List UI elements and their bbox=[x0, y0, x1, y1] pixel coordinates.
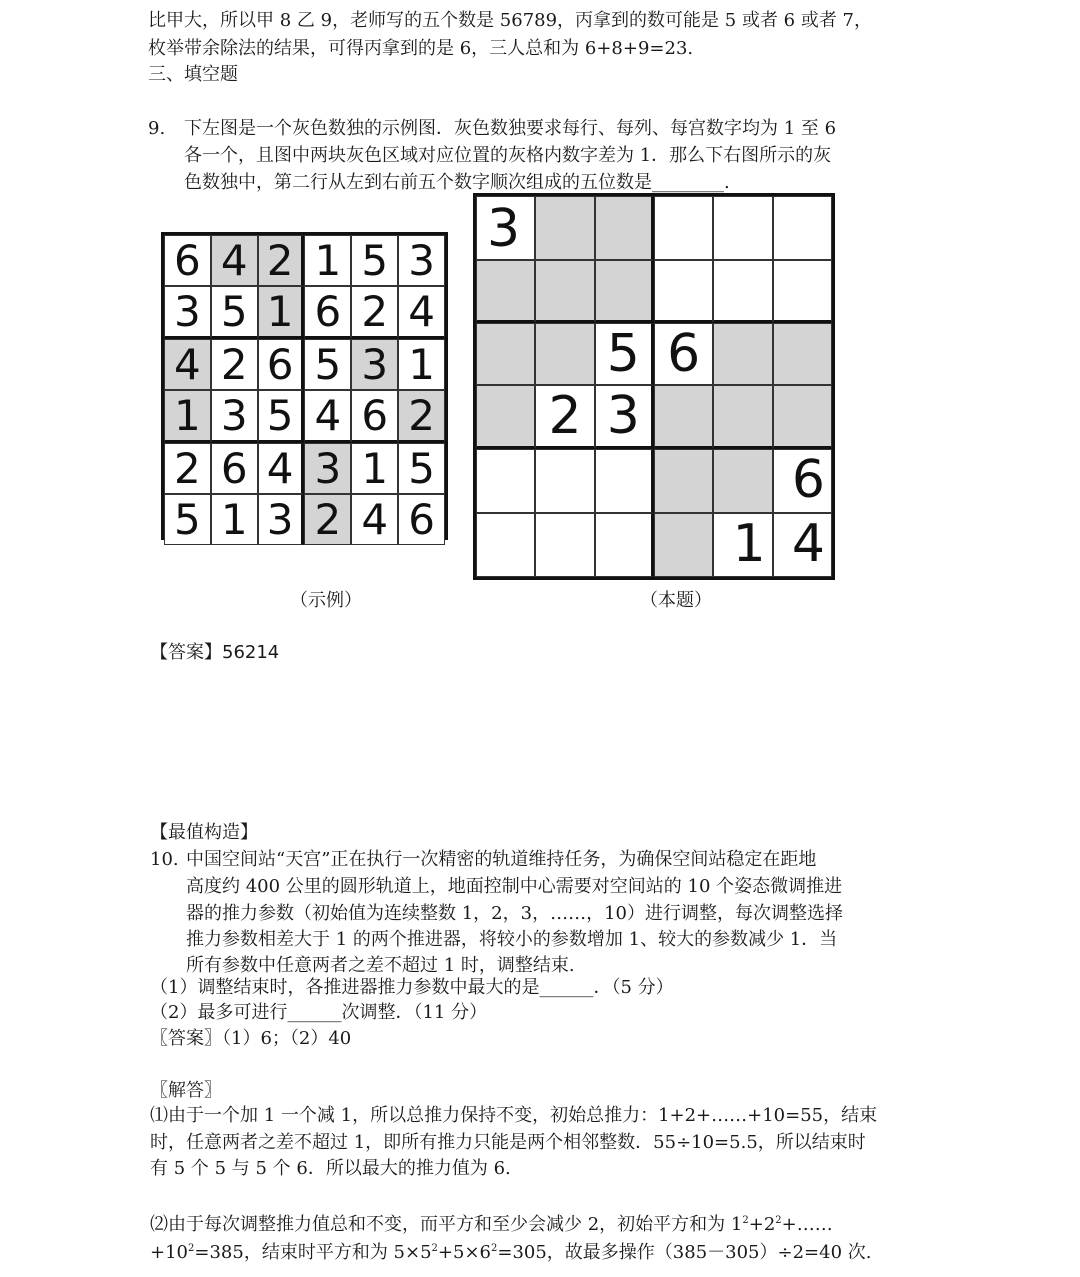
grid-cell bbox=[654, 513, 713, 577]
grid-cell: 6 bbox=[164, 235, 211, 286]
grid-cell bbox=[476, 385, 535, 449]
grid-cell bbox=[535, 196, 594, 260]
grid-cell bbox=[654, 449, 713, 513]
grid-cell: 4 bbox=[258, 443, 305, 494]
grid-cell: 3 bbox=[164, 286, 211, 339]
grid-cell: 3 bbox=[258, 494, 305, 545]
grid-cell bbox=[773, 385, 832, 449]
grid-cell bbox=[713, 260, 772, 323]
grid-cell bbox=[476, 323, 535, 386]
grid-cell: 5 bbox=[211, 286, 258, 339]
grid-cell: 5 bbox=[351, 235, 398, 286]
grid-cell: 3 bbox=[595, 385, 654, 449]
question-10-sub-2: （2）最多可进行______次调整．（11 分） bbox=[150, 1002, 488, 1023]
grid-cell: 2 bbox=[535, 385, 594, 449]
question-10-line-5: 所有参数中任意两者之差不超过 1 时，调整结束. bbox=[186, 955, 575, 976]
question-10-line-1: 中国空间站“天宫”正在执行一次精密的轨道维持任务，为确保空间站稳定在距地 bbox=[186, 849, 817, 870]
question-9-answer: 【答案】56214 bbox=[150, 642, 280, 663]
grid-cell: 6 bbox=[258, 339, 305, 390]
grid-cell: 6 bbox=[654, 323, 713, 386]
grid-cell bbox=[535, 260, 594, 323]
grid-cell: 2 bbox=[164, 443, 211, 494]
grid-cell: 4 bbox=[304, 390, 351, 443]
grid-cell: 5 bbox=[398, 443, 445, 494]
question-9-line-1: 下左图是一个灰色数独的示例图．灰色数独要求每行、每列、每宫数字均为 1 至 6 bbox=[184, 118, 837, 139]
grid-cell bbox=[713, 385, 772, 449]
grid-cell bbox=[595, 513, 654, 577]
question-10-line-4: 推力参数相差大于 1 的两个推进器，将较小的参数增加 1、较大的参数减少 1．当 bbox=[186, 929, 838, 950]
grid-cell bbox=[654, 260, 713, 323]
grid-cell: 3 bbox=[476, 196, 535, 260]
grid-cell: 3 bbox=[398, 235, 445, 286]
grid-cell: 2 bbox=[258, 235, 305, 286]
grid-cell: 6 bbox=[398, 494, 445, 545]
grid-cell: 1 bbox=[258, 286, 305, 339]
grid-cell: 2 bbox=[211, 339, 258, 390]
example-caption: （示例） bbox=[290, 590, 362, 611]
grid-cell: 3 bbox=[211, 390, 258, 443]
question-10-number: 10. bbox=[150, 849, 179, 870]
example-sudoku-grid bbox=[161, 232, 448, 544]
grid-cell: 5 bbox=[304, 339, 351, 390]
grid-cell: 2 bbox=[398, 390, 445, 443]
grid-cell bbox=[595, 196, 654, 260]
grid-cell: 4 bbox=[164, 339, 211, 390]
grid-cell: 4 bbox=[211, 235, 258, 286]
grid-cell bbox=[476, 449, 535, 513]
grid-cell: 6 bbox=[773, 449, 832, 513]
solution-1-line-2: 时，任意两者之差不超过 1，即所有推力只能是两个相邻整数．55÷10=5.5，所以结束时 bbox=[150, 1132, 866, 1153]
grid-cell bbox=[773, 323, 832, 386]
grid-cell: 2 bbox=[304, 494, 351, 545]
solution-2-line-1: ⑵由于每次调整推力值总和不变，而平方和至少会减少 2，初始平方和为 $1^2+2^2+\dots\dots$ bbox=[150, 1214, 833, 1235]
solution-1-line-3: 有 5 个 5 与 5 个 6．所以最大的推力值为 6. bbox=[150, 1158, 511, 1179]
question-9-number: 9. bbox=[148, 118, 166, 139]
grid-cell: 3 bbox=[351, 339, 398, 390]
grid-cell: 1 bbox=[304, 235, 351, 286]
grid-cell: 5 bbox=[258, 390, 305, 443]
grid-cell bbox=[713, 196, 772, 260]
grid-cell: 5 bbox=[595, 323, 654, 386]
grid-cell: 6 bbox=[304, 286, 351, 339]
grid-cell bbox=[595, 449, 654, 513]
grid-cell bbox=[535, 513, 594, 577]
grid-cell bbox=[654, 196, 713, 260]
grid-cell bbox=[476, 513, 535, 577]
grid-cell bbox=[535, 449, 594, 513]
grid-cell: 1 bbox=[713, 513, 772, 577]
grid-cell: 4 bbox=[398, 286, 445, 339]
solution-2-line-2: $+10^2=385$，结束时平方和为 $5\times 5^2+5\times 6^2=305$，故最多操作（385－305）÷2=40 次. bbox=[150, 1242, 872, 1263]
question-10-line-2: 高度约 400 公里的圆形轨道上，地面控制中心需要对空间站的 10 个姿态微调推进 bbox=[186, 876, 843, 897]
grid-cell bbox=[595, 260, 654, 323]
question-9-line-2: 各一个，且图中两块灰色区域对应位置的灰格内数字差为 1．那么下右图所示的灰 bbox=[184, 145, 832, 166]
grid-cell bbox=[713, 323, 772, 386]
question-10-sub-1: （1）调整结束时，各推进器推力参数中最大的是______．（5 分） bbox=[150, 977, 674, 998]
solution-heading: 〖解答〗 bbox=[150, 1080, 222, 1101]
grid-cell: 3 bbox=[304, 443, 351, 494]
solution-1-line-1: ⑴由于一个加 1 一个减 1，所以总推力保持不变，初始总推力：1+2+……+10=55，结束 bbox=[150, 1105, 878, 1126]
grid-cell bbox=[713, 449, 772, 513]
grid-cell: 1 bbox=[164, 390, 211, 443]
grid-cell: 5 bbox=[164, 494, 211, 545]
grid-cell: 1 bbox=[211, 494, 258, 545]
grid-cell: 1 bbox=[351, 443, 398, 494]
grid-cell: 2 bbox=[351, 286, 398, 339]
grid-cell: 6 bbox=[351, 390, 398, 443]
section-heading: 三、填空题 bbox=[148, 64, 238, 85]
question-10-line-3: 器的推力参数（初始值为连续整数 1，2，3，……，10）进行调整，每次调整选择 bbox=[186, 903, 843, 924]
grid-cell bbox=[476, 260, 535, 323]
grid-cell: 6 bbox=[211, 443, 258, 494]
puzzle-sudoku-grid bbox=[473, 193, 835, 580]
grid-cell bbox=[773, 260, 832, 323]
grid-cell: 4 bbox=[351, 494, 398, 545]
question-10-answer: 〖答案〗（1）6；（2）40 bbox=[150, 1028, 352, 1049]
grid-cell: 4 bbox=[773, 513, 832, 577]
prev-solution-line-2: 枚举带余除法的结果，可得丙拿到的是 6，三人总和为 6+8+9=23. bbox=[148, 38, 694, 59]
question-10-category: 【最值构造】 bbox=[150, 822, 258, 843]
prev-solution-line-1: 比甲大，所以甲 8 乙 9，老师写的五个数是 56789，丙拿到的数可能是 5 或者 6 或者 7， bbox=[148, 10, 873, 31]
grid-cell bbox=[535, 323, 594, 386]
grid-cell bbox=[773, 196, 832, 260]
grid-cell bbox=[654, 385, 713, 449]
question-9-line-3: 色数独中，第二行从左到右前五个数字顺次组成的五位数是________. bbox=[184, 172, 730, 193]
puzzle-caption: （本题） bbox=[640, 590, 712, 611]
grid-cell: 1 bbox=[398, 339, 445, 390]
